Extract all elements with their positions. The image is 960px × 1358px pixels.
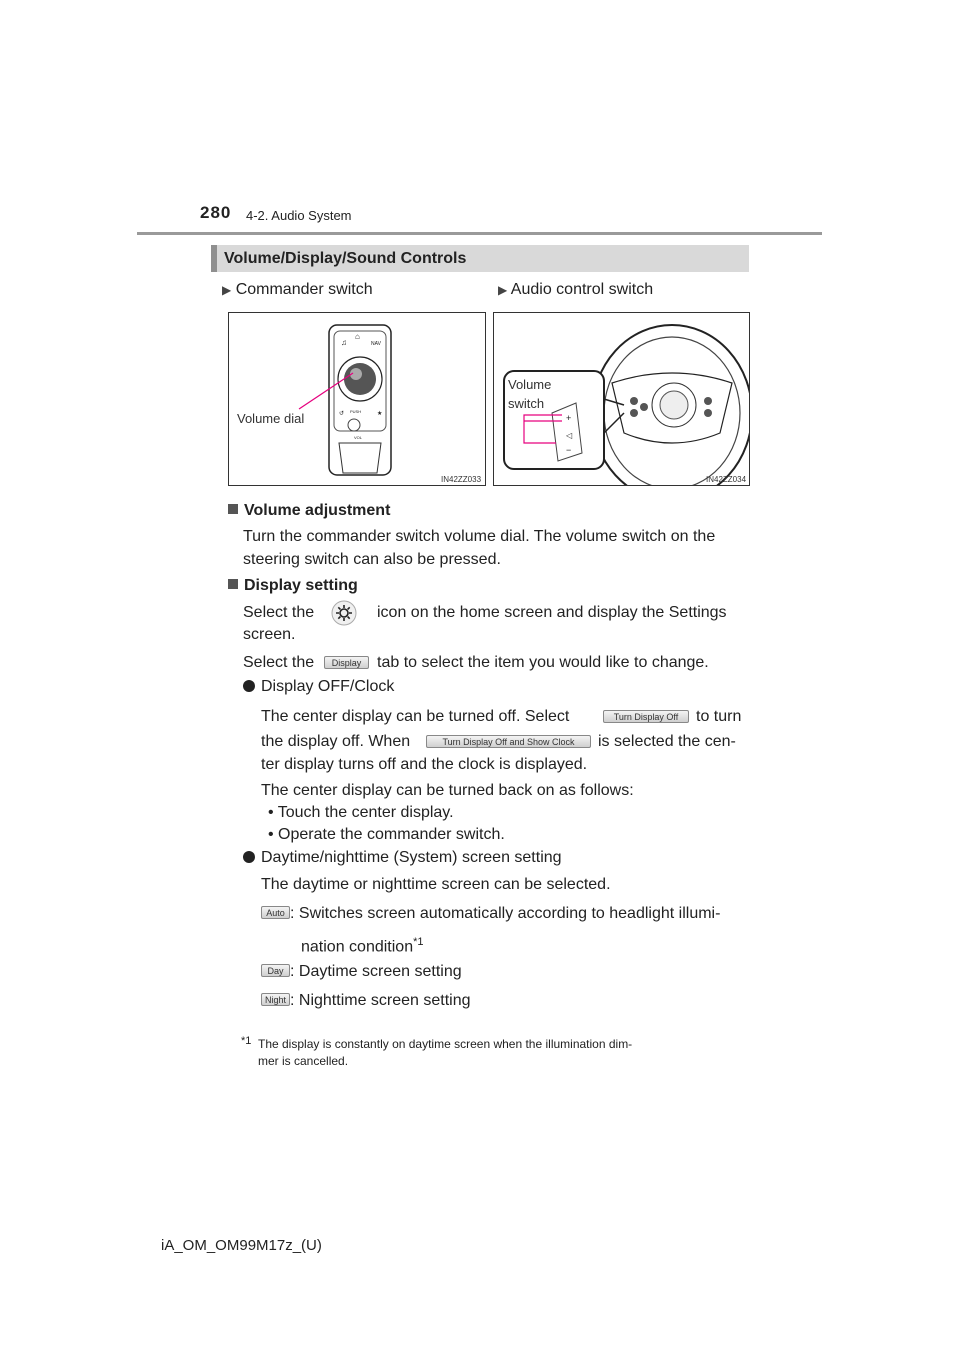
svg-text:◁: ◁ (566, 431, 573, 440)
svg-text:+: + (566, 413, 572, 423)
figure-audio-control-switch (493, 312, 750, 486)
b2-line1: The daytime or nighttime screen can be selected. (261, 876, 611, 893)
display-p1-a: Select the (243, 604, 315, 621)
auto-button: Auto (261, 906, 290, 919)
b1-line4: The center display can be turned back on as follows: (261, 782, 634, 799)
b1-sub2: • Operate the commander switch. (268, 826, 505, 843)
footnote-line2: mer is cancelled. (258, 1054, 349, 1068)
figure-code-left: IN42ZZ033 (441, 475, 482, 484)
display-p2-b: tab to select the item you would like to change. (377, 654, 709, 671)
arrow-right-icon: ▶ (498, 283, 508, 297)
square-bullet-icon (228, 504, 238, 514)
footnote-mark: *1 (241, 1035, 252, 1047)
label-volume-switch: Volume switch (508, 377, 552, 411)
b1-line1-a: The center display can be turned off. Select (261, 708, 570, 725)
svg-text:↺: ↺ (339, 411, 345, 417)
footnote-line1: The display is constantly on daytime screen when the illumination dim- (258, 1037, 633, 1051)
auto-text-1: : Switches screen automatically according to headlight illumi- (290, 905, 721, 922)
svg-text:⌂: ⌂ (355, 332, 360, 341)
svg-text:★: ★ (377, 411, 383, 417)
heading-volume-adjustment: Volume adjustment (228, 500, 390, 522)
section-title: Volume/Display/Sound Controls (224, 250, 467, 267)
settings-gear-icon (331, 600, 357, 626)
commander-switch-illustration (229, 313, 485, 485)
svg-text:VOL: VOL (354, 435, 363, 440)
b1-line2-b: is selected the cen- (598, 733, 736, 750)
b1-sub1: • Touch the center display. (268, 804, 454, 821)
turn-display-off-show-clock-button: Turn Display Off and Show Clock (426, 735, 591, 748)
b1-line1-b: to turn (696, 708, 742, 725)
volume-text-2: steering switch can also be pressed. (243, 551, 501, 568)
turn-display-off-button: Turn Display Off (603, 710, 689, 723)
document-footer: iA_OM_OM99M17z_(U) (161, 1237, 322, 1254)
day-button: Day (261, 964, 290, 977)
svg-text:PUSH: PUSH (350, 409, 362, 414)
night-button: Night (261, 993, 290, 1006)
svg-text:NAV: NAV (371, 341, 381, 347)
svg-text:♫: ♫ (341, 338, 347, 347)
volume-text-1: Turn the commander switch volume dial. The volume switch on the (243, 528, 716, 545)
caption-commander: ▶ Commander switch (222, 281, 373, 298)
arrow-right-icon: ▶ (222, 283, 232, 297)
figure-code-right: IN42ZZ034 (706, 475, 747, 484)
display-p2-a: Select the (243, 654, 315, 671)
auto-text-2: nation condition$^{*1}$ (301, 936, 424, 956)
display-tab-button: Display (324, 656, 369, 669)
figure-commander-switch (228, 312, 486, 486)
bullet-day-night-setting: Daytime/nighttime (System) screen setting (243, 847, 562, 869)
label-volume-dial: Volume dial (237, 411, 305, 426)
display-p1-c: screen. (243, 626, 296, 643)
round-bullet-icon (243, 680, 255, 692)
section-breadcrumb: 4-2. Audio System (246, 208, 352, 223)
heading-display-setting: Display setting (228, 575, 358, 597)
svg-text:−: − (566, 445, 572, 455)
header-rule (137, 232, 822, 235)
night-text: : Nighttime screen setting (290, 992, 471, 1009)
b1-line3: ter display turns off and the clock is displayed. (261, 756, 588, 773)
b1-line2-a: the display off. When (261, 733, 411, 750)
day-text: : Daytime screen setting (290, 963, 462, 980)
square-bullet-icon (228, 579, 238, 589)
round-bullet-icon (243, 851, 255, 863)
page-number: 280 (200, 203, 232, 222)
display-p1-b: icon on the home screen and display the Settings (377, 604, 727, 621)
bullet-display-off-clock: Display OFF/Clock (243, 676, 394, 698)
caption-audio-control: ▶ Audio control switch (498, 281, 654, 298)
